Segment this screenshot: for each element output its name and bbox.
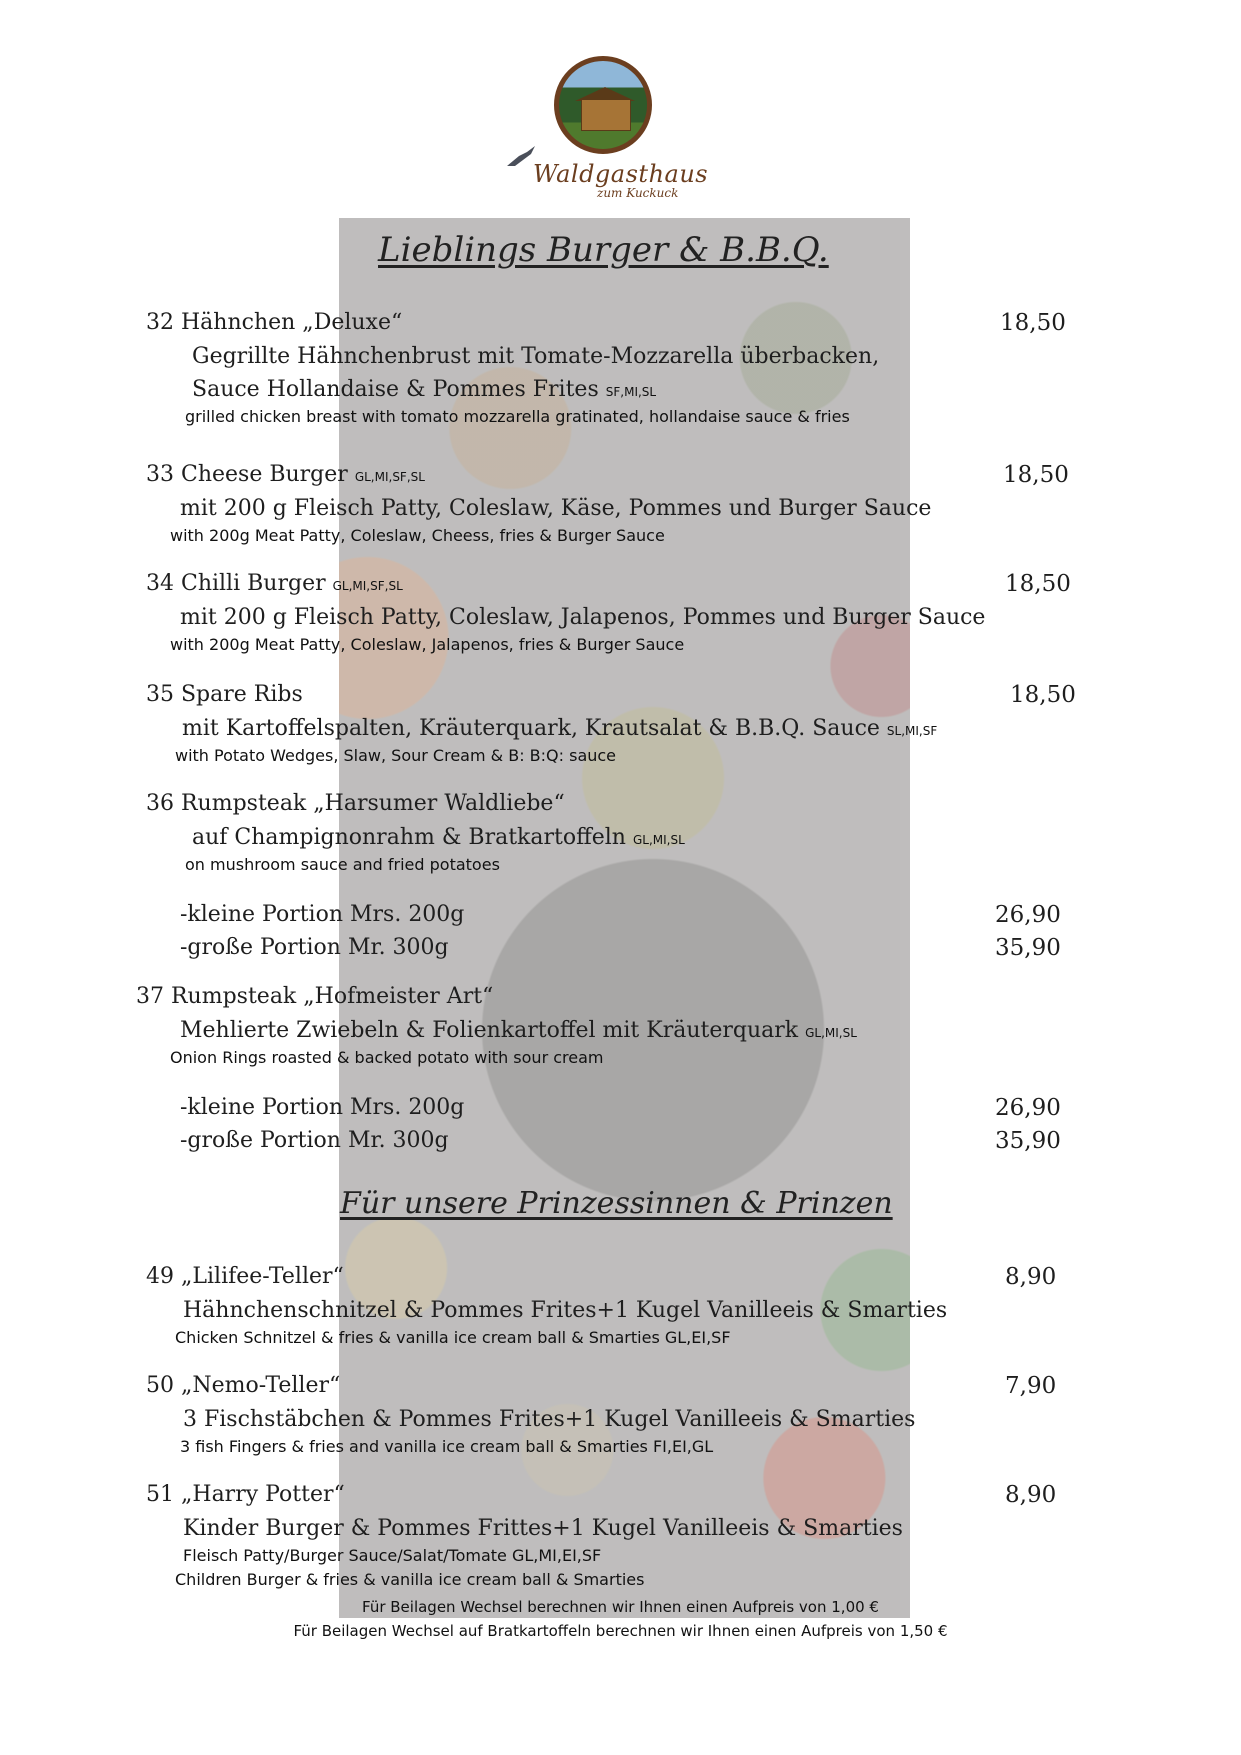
logo-emblem xyxy=(554,56,652,154)
portion-label: -kleine Portion Mrs. 200g xyxy=(180,902,465,927)
item-name: 35 Spare Ribs xyxy=(146,682,303,707)
item-english: 3 fish Fingers & fries and vanilla ice cream ball & Smarties FI,EI,GL xyxy=(180,1437,714,1456)
item-english: with Potato Wedges, Slaw, Sour Cream & B: B:Q: sauce xyxy=(175,746,617,765)
restaurant-logo xyxy=(505,52,709,212)
section-title-burger: Lieblings Burger & B.B.Q. xyxy=(378,230,829,270)
item-english: grilled chicken breast with tomato mozzarella gratinated, hollandaise sauce & fries xyxy=(185,407,850,426)
item-name: 36 Rumpsteak „Harsumer Waldliebe“ xyxy=(146,791,565,816)
allergen-codes: SF,MI,SL xyxy=(605,385,657,399)
item-description: Kinder Burger & Pommes Frittes+1 Kugel Vanilleeis & Smarties xyxy=(183,1516,903,1541)
allergen-codes: GL,MI,SL xyxy=(805,1026,857,1040)
portion-price: 26,90 xyxy=(995,1095,1061,1121)
item-description: Hähnchenschnitzel & Pommes Frites+1 Kugel Vanilleeis & Smarties xyxy=(183,1298,948,1323)
item-english: with 200g Meat Patty, Coleslaw, Cheess, fries & Burger Sauce xyxy=(170,526,665,545)
portion-price: 26,90 xyxy=(995,902,1061,928)
portion-label: -große Portion Mr. 300g xyxy=(180,1128,449,1153)
item-description: 3 Fischstäbchen & Pommes Frites+1 Kugel Vanilleeis & Smarties xyxy=(183,1407,916,1432)
item-price: 18,50 xyxy=(1003,462,1069,488)
item-name: 37 Rumpsteak „Hofmeister Art“ xyxy=(136,984,494,1009)
item-price: 18,50 xyxy=(1000,310,1066,336)
item-name: 33 Cheese Burger GL,MI,SF,SL xyxy=(146,462,425,487)
item-price: 18,50 xyxy=(1010,682,1076,708)
allergen-codes: SL,MI,SF xyxy=(886,724,938,738)
item-description: mit Kartoffelspalten, Kräuterquark, Krautsalat & B.B.Q. Sauce SL,MI,SF xyxy=(182,716,938,741)
item-english: Children Burger & fries & vanilla ice cream ball & Smarties xyxy=(175,1570,645,1589)
item-english: Onion Rings roasted & backed potato with sour cream xyxy=(170,1048,604,1067)
item-name: 51 „Harry Potter“ xyxy=(146,1482,345,1507)
item-description: Mehlierte Zwiebeln & Folienkartoffel mit Kräuterquark GL,MI,SL xyxy=(180,1018,857,1043)
item-description: mit 200 g Fleisch Patty, Coleslaw, Jalapenos, Pommes und Burger Sauce xyxy=(180,605,986,630)
allergen-codes: GL,MI,SF,SL xyxy=(354,470,425,484)
footer-note: Für Beilagen Wechsel berechnen wir Ihnen einen Aufpreis von 1,00 € xyxy=(362,1598,879,1616)
portion-price: 35,90 xyxy=(995,935,1061,961)
logo-subtitle: zum Kuckuck xyxy=(597,186,679,200)
section-title-kids: Für unsere Prinzessinnen & Prinzen xyxy=(340,1186,893,1221)
logo-name: Waldgasthaus xyxy=(533,160,709,188)
item-description: Sauce Hollandaise & Pommes Frites SF,MI,SL xyxy=(192,377,657,402)
item-english: on mushroom sauce and fried potatoes xyxy=(185,855,500,874)
item-price: 8,90 xyxy=(1005,1482,1057,1508)
item-english: Fleisch Patty/Burger Sauce/Salat/Tomate GL,MI,EI,SF xyxy=(183,1546,602,1565)
footer-note: Für Beilagen Wechsel auf Bratkartoffeln berechnen wir Ihnen einen Aufpreis von 1,50 € xyxy=(293,1622,948,1640)
item-name: 49 „Lilifee-Teller“ xyxy=(146,1264,344,1289)
item-name: 34 Chilli Burger GL,MI,SF,SL xyxy=(146,571,403,596)
item-description: mit 200 g Fleisch Patty, Coleslaw, Käse, Pommes und Burger Sauce xyxy=(180,496,932,521)
portion-label: -kleine Portion Mrs. 200g xyxy=(180,1095,465,1120)
item-price: 18,50 xyxy=(1005,571,1071,597)
allergen-codes: GL,MI,SF,SL xyxy=(332,579,403,593)
item-description: auf Champignonrahm & Bratkartoffeln GL,MI,SL xyxy=(192,825,685,850)
portion-price: 35,90 xyxy=(995,1128,1061,1154)
item-description: Gegrillte Hähnchenbrust mit Tomate-Mozzarella überbacken, xyxy=(192,344,880,369)
item-price: 7,90 xyxy=(1005,1373,1057,1399)
item-name: 32 Hähnchen „Deluxe“ xyxy=(146,310,403,335)
portion-label: -große Portion Mr. 300g xyxy=(180,935,449,960)
item-name: 50 „Nemo-Teller“ xyxy=(146,1373,341,1398)
item-english: Chicken Schnitzel & fries & vanilla ice cream ball & Smarties GL,EI,SF xyxy=(175,1328,731,1347)
item-price: 8,90 xyxy=(1005,1264,1057,1290)
item-english: with 200g Meat Patty, Coleslaw, Jalapenos, fries & Burger Sauce xyxy=(170,635,685,654)
allergen-codes: GL,MI,SL xyxy=(632,833,685,847)
